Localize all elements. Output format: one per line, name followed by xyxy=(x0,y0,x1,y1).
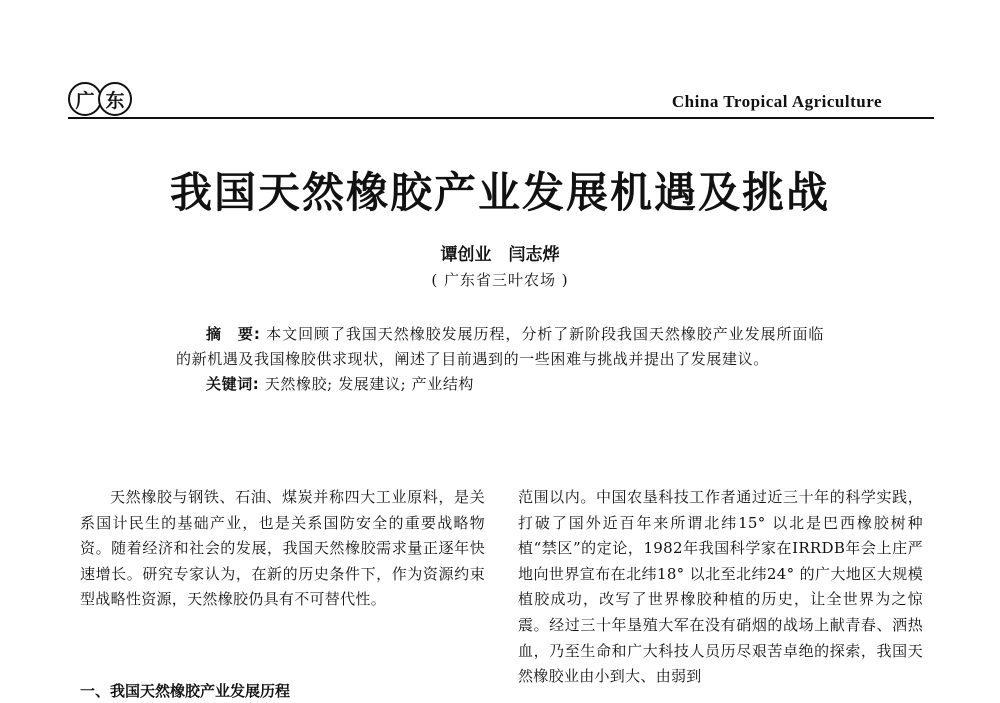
body-column-left xyxy=(80,485,485,613)
abstract-paragraph xyxy=(176,322,824,371)
keywords-label: 关键词: xyxy=(206,375,260,393)
badge-char-dong: 东 xyxy=(98,82,132,116)
author-affiliation: ( 广东省三叶农场 ) xyxy=(431,271,569,289)
article-title: 我国天然橡胶产业发展机遇及挑战 xyxy=(169,168,830,217)
body-column-right xyxy=(518,485,923,690)
journal-region-badge xyxy=(68,82,128,116)
section-heading: 一、我国天然橡胶产业发展历程 xyxy=(80,682,291,700)
abstract-label: 摘 要: xyxy=(206,325,261,343)
badge-char-guang: 广 xyxy=(68,82,102,116)
keywords-text: 天然橡胶; 发展建议; 产业结构 xyxy=(264,375,475,393)
body-paragraph: 范围以内。中国农垦科技工作者通过近三十年的科学实践，打破了国外近百年来所谓北纬15° 以北是巴西橡胶树种植“禁区”的定论，1982年我国科学家在IRRDB年会上庄严地向世界宣布在北纬18° 以北至北纬24° 的广大地区大规模植胶成功，改写了世界橡胶种植的历史，让全世界为之惊震。经过三十年垦殖大军在没有硝烟的战场上献青春、洒热血，乃至生命和广大科技人员历尽艰苦卓绝的探索，我国天然橡胶业由小到大、由弱到 xyxy=(518,488,923,686)
abstract-text: 本文回顾了我国天然橡胶发展历程，分析了新阶段我国天然橡胶产业发展所面临的新机遇及我国橡胶供求现状，阐述了目前遇到的一些困难与挑战并提出了发展建议。 xyxy=(176,325,824,368)
body-paragraph: 天然橡胶与钢铁、石油、煤炭并称四大工业原料，是关系国计民生的基础产业，也是关系国防安全的重要战略物资。随着经济和社会的发展，我国天然橡胶需求量正逐年快速增长。研究专家认为，在新的历史条件下，作为资源约束型战略性资源，天然橡胶仍具有不可替代性。 xyxy=(80,488,485,609)
article-authors: 谭创业 闫志烨 xyxy=(440,245,560,265)
keywords-line xyxy=(176,372,824,397)
header-divider xyxy=(68,117,934,119)
abstract-block xyxy=(176,322,824,397)
journal-name: China Tropical Agriculture xyxy=(671,92,882,111)
